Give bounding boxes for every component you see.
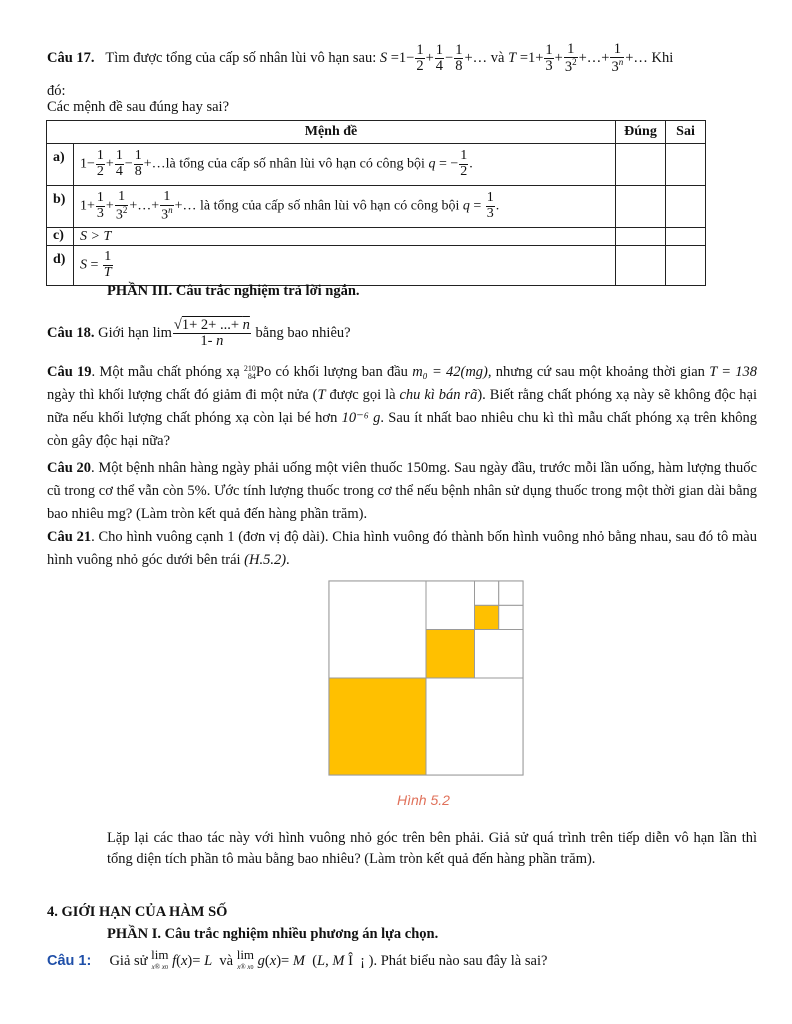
header-false: Sai xyxy=(666,121,706,144)
c1-line xyxy=(47,947,548,973)
part1-heading: PHẦN I. Câu trắc nghiệm nhiều phương án lựa chọn. xyxy=(107,926,439,942)
c1-limit-f: lim x® x0 f(x)= L xyxy=(151,947,213,971)
q17-intro: Tìm được tổng của cấp số nhân lùi vô hạn sau: xyxy=(105,49,377,66)
square xyxy=(499,605,523,629)
row-a-label: a) xyxy=(47,144,74,186)
table-row xyxy=(47,228,706,246)
square xyxy=(475,630,524,679)
q18-line xyxy=(47,318,351,349)
row-c-true-cell[interactable] xyxy=(616,228,666,246)
q17-question: Các mệnh đề sau đúng hay sai? xyxy=(47,99,230,115)
row-c-statement: S > T xyxy=(74,228,616,246)
square xyxy=(426,581,475,630)
square xyxy=(475,581,499,605)
c1-and: và xyxy=(219,952,234,969)
c1-label: Câu 1: xyxy=(47,952,92,969)
q17-label: Câu 17. xyxy=(47,49,95,66)
row-b-statement: 1+ $\frac{1}{3}$ + $\frac{1}{3^2}$ +…+ $\frac{1}{3^n}$ +… là tổng của cấp số nhân lùi vô hạn có công bội q = $\frac{1}{3}$ . xyxy=(74,186,616,228)
c1-text: Giả sử xyxy=(109,952,148,969)
row-a-statement: 1− $\frac{1}{2}$ + $\frac{1}{4}$ − $\frac{1}{8}$ +…là tổng của cấp số nhân lùi vô hạn có công bội q = − $\frac{1}{2}$ . xyxy=(74,144,616,186)
table-row xyxy=(47,186,706,228)
table-row xyxy=(47,246,706,286)
shaded-square-1 xyxy=(329,678,426,775)
q19-paragraph: Câu 19. Một mẫu chất phóng xạ 210 84Po có khối lượng ban đầu m₀ = 42(mg), nhưng cứ sau một khoảng thời gian T = 138 ngày thì khối lượng chất đó giảm đi một nửa (T được gọi là chu kì bán rã). Biết rằng chất phóng xạ này sẽ không độc hại nữa nếu khối lượng chất phóng xạ còn lại bé hơn 10⁻⁶ g. Sau ít nhất bao nhiêu chu kì thì mẫu chất phóng xạ trên không còn gây độc hại nữa? xyxy=(47,363,758,449)
shaded-square-3 xyxy=(475,605,499,629)
q18-limit: lim $\frac{√1+ 2+ ...+ n}{1- n}$ xyxy=(152,317,250,350)
row-a-text: là tổng của cấp số nhân lùi vô hạn có công bội xyxy=(165,156,425,172)
row-b-true-cell[interactable] xyxy=(616,186,666,228)
row-d-statement: S = $\frac{1}{T}$ xyxy=(74,246,616,286)
q17-khi: Khi xyxy=(651,49,674,66)
c1-limit-g: lim x® x0 g(x)= M (L, M Î ¡ ) xyxy=(236,947,374,971)
square xyxy=(426,678,523,775)
q20-dose: 150mg xyxy=(406,460,447,476)
row-d-true-cell[interactable] xyxy=(616,246,666,286)
header-true: Đúng xyxy=(616,121,666,144)
q17-series-s: S =1− $\frac{1}{2}$ + $\frac{1}{4}$ − $\frac{1}{8}$ +… xyxy=(379,41,491,75)
square xyxy=(329,581,426,678)
row-d-false-cell[interactable] xyxy=(666,246,706,286)
q18-text: Giới hạn xyxy=(98,325,149,342)
q17-line xyxy=(47,42,673,75)
row-a-false-cell[interactable] xyxy=(666,144,706,186)
c1-tail: . Phát biểu nào sau đây là sai? xyxy=(373,952,548,969)
shaded-square-2 xyxy=(426,630,475,679)
q18-tail: bằng bao nhiêu? xyxy=(255,325,351,342)
q19-mass: m₀ = 42(mg), xyxy=(412,364,492,380)
q19-threshold: 10⁻⁶ g xyxy=(341,410,381,426)
row-c-label: c) xyxy=(47,228,74,246)
row-b-false-cell[interactable] xyxy=(666,186,706,228)
q20-label: Câu 20 xyxy=(47,460,92,476)
row-c-false-cell[interactable] xyxy=(666,228,706,246)
square xyxy=(499,581,523,605)
q21-label: Câu 21 xyxy=(47,529,92,545)
q21-figure-ref: (H.5.2) xyxy=(244,552,287,568)
row-d-label: d) xyxy=(47,246,74,286)
row-b-text: là tổng của cấp số nhân lùi vô hạn có công bội xyxy=(200,198,460,214)
q21-paragraph: Câu 21. Cho hình vuông cạnh 1 (đơn vị độ dài). Chia hình vuông đó thành bốn hình vuông nhỏ bằng nhau, sau đó tô màu hình vuông nhỏ góc dưới bên trái (H.5.2). xyxy=(47,529,757,568)
statement-table xyxy=(46,120,706,286)
row-b-label: b) xyxy=(47,186,74,228)
q18-label: Câu 18. xyxy=(47,325,95,342)
part3-heading: PHẦN III. Câu trắc nghiệm trả lời ngắn. xyxy=(107,283,360,299)
q17-and: và xyxy=(490,49,505,66)
table-header-row xyxy=(47,121,706,144)
q21-after: Lặp lại các thao tác này với hình vuông nhỏ góc trên bên phải. Giả sử quá trình trên tiếp diễn vô hạn lần thì tổng diện tích phần tô màu bằng bao nhiêu? (Làm tròn kết quả đến hàng phần trăm). xyxy=(107,830,757,867)
header-statement: Mệnh đề xyxy=(47,121,616,144)
q19-label: Câu 19 xyxy=(47,364,92,380)
q20-percent: 5% xyxy=(187,483,207,499)
q19-period: T = 138 xyxy=(709,364,758,380)
figure-5-2 xyxy=(328,580,524,776)
polonium-symbol: 210 84Po xyxy=(243,363,272,381)
table-row xyxy=(47,144,706,186)
q17-do: đó: xyxy=(47,83,66,99)
q17-series-t: T =1+ $\frac{1}{3}$ + $\frac{1}{3^2}$ +…+ $\frac{1}{3^n}$ +… xyxy=(508,41,652,76)
q20-paragraph: Câu 20. Một bệnh nhân hàng ngày phải uống một viên thuốc 150mg. Sau ngày đầu, trước mỗi lần uống, hàm lượng thuốc cũ trong cơ thể vẫn còn 5%. Ước tính lượng thuốc trong cơ thể nếu bệnh nhân sử dụng thuốc trong một thời gian dài bằng bao nhiêu mg? (Làm tròn kết quả đến hàng phần trăm). xyxy=(47,460,758,522)
q19-term: chu kì bán rã xyxy=(399,387,478,403)
section-4-heading: 4. GIỚI HẠN CỦA HÀM SỐ xyxy=(47,904,228,920)
figure-caption: Hình 5.2 xyxy=(397,792,450,808)
row-a-true-cell[interactable] xyxy=(616,144,666,186)
